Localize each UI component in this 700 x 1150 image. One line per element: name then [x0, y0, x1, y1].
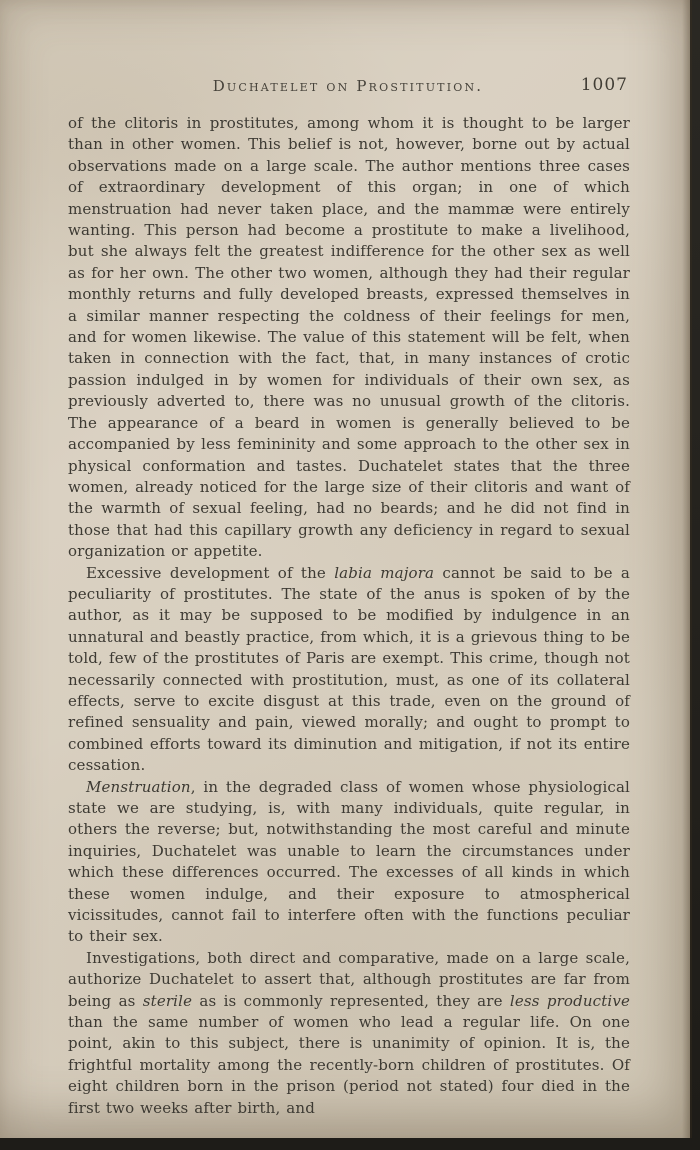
paragraph [68, 948, 630, 1119]
text-segment: , in the degraded class of women whose physiological state we are studying, is, with many individuals, quite regular, in others the reverse; but, notwithstanding the most careful and minute inquiries, Duchatelet was unable to learn the circumstances under which these differences occurred. The excesses of all kinds in which these women indulge, and their exposure to atmospherical vicissitudes, cannot fail to interfere often with the functions peculiar to their sex. [68, 777, 630, 946]
text-segment: Investigations, both direct and comparative, made on a large scale, authorize Duchatelet to assert that, although prostitutes are far from being as [68, 948, 630, 1010]
running-title: Duchatelet on Prostitution. [212, 77, 484, 95]
text-segment: of the clitoris in prostitutes, among whom it is thought to be larger than in other women. This belief is not, however, borne out by actual observations made on a large scale. The author mentions three cases of extraordinary development of this organ; in one of which menstruation had never taken place, and the mammæ were entirely wanting. This person had become a prostitute to make a livelihood, but she always felt the greatest indifference for the other sex as well as for her own. The other two women, although they had their regular monthly returns and fully developed breasts, expressed themselves in a similar manner respecting the coldness of their feelings for men, and for women likewise. The value of this statement will be felt, when taken in connection with the fact, that, in many instances of crotic passion indulged in by women for individuals of their own sex, as previously adverted to, there was no unusual growth of the clitoris. The appearance of a beard in women is generally believed to be accompanied by less femininity and some approach to the other sex in physical conformation and tastes. Duchatelet states that the three women, already noticed for the large size of their clitoris and want of the warmth of sexual feeling, had no beards; and he did not find in those that had this capillary growth any deficiency in regard to sexual organization or appetite. [68, 114, 630, 561]
running-header [68, 77, 628, 99]
page-number: 1007 [580, 75, 628, 95]
text-segment: Excessive development of the [86, 563, 335, 582]
italic-text-segment: less productive [509, 991, 630, 1010]
paragraph [68, 113, 630, 563]
text-segment: than the same number of women who lead a regular life. On one point, akin to this subject, there is unanimity of opinion. It is, the frightful mortality among the recently-born children of prostitutes. Of eight children born in the prison (period not stated) four died in the first two weeks after birth, and [68, 1013, 630, 1117]
italic-text-segment: sterile [142, 991, 193, 1010]
paragraph [68, 563, 630, 777]
text-segment: as is commonly represented, they are [192, 991, 510, 1010]
italic-text-segment: Menstruation [86, 777, 191, 796]
paragraph [68, 777, 630, 948]
body-text [68, 113, 630, 1119]
italic-text-segment: labia majora [334, 563, 435, 582]
text-segment: cannot be said to be a peculiarity of prostitutes. The state of the anus is spoken of by the author, as it may be supposed to be modified by indulgence in an unnatural and beastly practice, from which, it is a grievous thing to be told, few of the prostitutes of Paris are exempt. This crime, though not necessarily connected with prostitution, must, as one of its collateral effects, serve to excite disgust at this trade, even on the ground of refined sensuality and pain, viewed morally; and ought to prompt to combined efforts toward its diminution and mitigation, if not its entire cessation. [68, 563, 630, 775]
